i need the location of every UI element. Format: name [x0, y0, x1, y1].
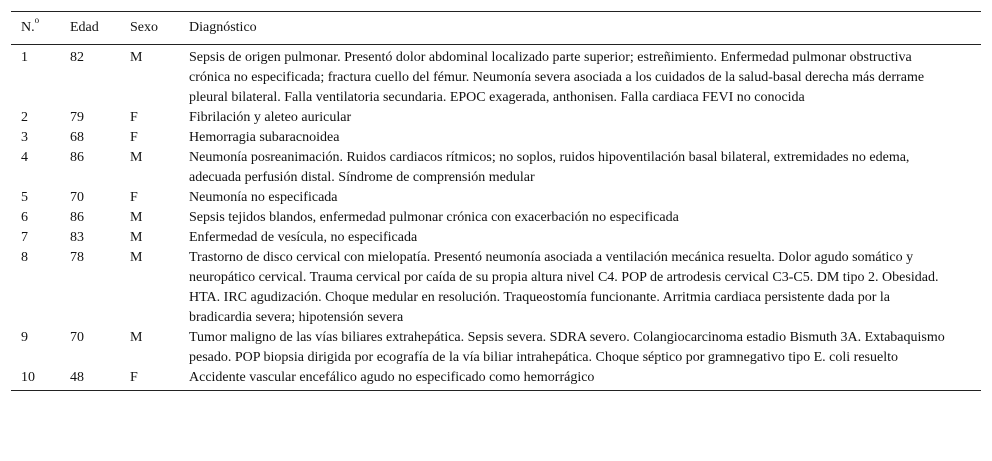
cell-number: 3 — [21, 130, 28, 145]
table-header — [11, 12, 981, 45]
cell-sexo: M — [130, 230, 143, 245]
cell-number: 6 — [21, 210, 28, 225]
header-sexo: Sexo — [130, 12, 189, 45]
cell-edad: 70 — [70, 330, 84, 345]
cell-diagnostico: Sepsis de origen pulmonar. Presentó dolor abdominal localizado parte superior; estreñimiento. Enfermedad pulmonar obstructiva crónica no especificada; fractura cuello del fémur. Neumonía severa asociada a los cuidados de la salud-basal derecha más derrame pleural bilateral. Falla ventilatoria secundaria. EPOC exagerada, anthonisen. Falla cardiaca FEVI no conocida — [189, 50, 925, 105]
cell-number: 5 — [21, 190, 28, 205]
table-row — [11, 208, 981, 228]
header-diagnostico: Diagnóstico — [189, 12, 981, 45]
cell-edad: 48 — [70, 368, 130, 391]
cell-edad: 82 — [70, 50, 84, 65]
table-row — [11, 368, 981, 391]
cell-diagnostico: Accidente vascular encefálico agudo no especificado como hemorrágico — [189, 368, 981, 391]
table-row — [11, 248, 981, 328]
patient-diagnosis-table — [11, 11, 981, 391]
cell-sexo: M — [130, 330, 143, 345]
cell-edad: 68 — [70, 130, 84, 145]
cell-diagnostico: Neumonía no especificada — [189, 190, 338, 205]
cell-sexo: F — [130, 190, 138, 205]
header-row — [11, 12, 981, 45]
table-row — [11, 108, 981, 128]
cell-number: 2 — [21, 110, 28, 125]
cell-sexo: F — [130, 368, 189, 391]
cell-number: 4 — [21, 150, 28, 165]
cell-edad: 83 — [70, 230, 84, 245]
cell-diagnostico: Enfermedad de vesícula, no especificada — [189, 230, 418, 245]
header-number-superscript: o — [34, 15, 40, 26]
table-row — [11, 228, 981, 248]
cell-diagnostico: Trastorno de disco cervical con mielopatía. Presentó neumonía asociada a ventilación mecánica resuelta. Dolor agudo somático y neuropático cervical. Trauma cervical por caída de su propia altura nivel C4. POP de artrodesis cervical C3-C5. DM tipo 2. Obesidad. HTA. IRC agudización. Choque medular en resolución. Traqueostomía funcionante. Arritmia cardiaca persistente dada por la bradicardia severa; hipotensión severa — [189, 250, 939, 325]
cell-sexo: F — [130, 110, 138, 125]
table-row — [11, 148, 981, 188]
cell-diagnostico: Tumor maligno de las vías biliares extrahepática. Sepsis severa. SDRA severo. Colangiocarcinoma estadio Bismuth 3A. Extabaquismo pesado. POP biopsia dirigida por ecografía de la vía biliar intrahepática. Choque séptico por gramnegativo tipo E. coli resuelto — [189, 330, 945, 365]
header-number — [11, 12, 70, 45]
cell-number: 7 — [21, 230, 28, 245]
table-row — [11, 328, 981, 368]
cell-number: 10 — [11, 368, 70, 391]
cell-sexo: F — [130, 130, 138, 145]
table-body — [11, 45, 981, 391]
table-row — [11, 45, 981, 109]
cell-edad: 79 — [70, 110, 84, 125]
cell-edad: 70 — [70, 190, 84, 205]
cell-sexo: M — [130, 150, 143, 165]
cell-sexo: M — [130, 210, 143, 225]
cell-number: 9 — [21, 330, 28, 345]
cell-edad: 86 — [70, 150, 84, 165]
cell-diagnostico: Fibrilación y aleteo auricular — [189, 110, 352, 125]
cell-edad: 86 — [70, 210, 84, 225]
patient-table-container — [11, 11, 981, 391]
cell-number: 1 — [21, 50, 28, 65]
cell-number: 8 — [21, 250, 28, 265]
cell-sexo: M — [130, 250, 143, 265]
cell-diagnostico: Sepsis tejidos blandos, enfermedad pulmonar crónica con exacerbación no especificada — [189, 210, 679, 225]
table-row — [11, 128, 981, 148]
cell-diagnostico: Hemorragia subaracnoidea — [189, 130, 340, 145]
cell-diagnostico: Neumonía posreanimación. Ruidos cardiacos rítmicos; no soplos, ruidos hipoventilación basal bilateral, extremidades no edema, adecuada perfusión distal. Síndrome de comprensión medular — [189, 150, 910, 185]
cell-sexo: M — [130, 50, 143, 65]
cell-edad: 78 — [70, 250, 84, 265]
table-row — [11, 188, 981, 208]
header-edad: Edad — [70, 12, 130, 45]
header-number-label: N. — [21, 20, 35, 35]
